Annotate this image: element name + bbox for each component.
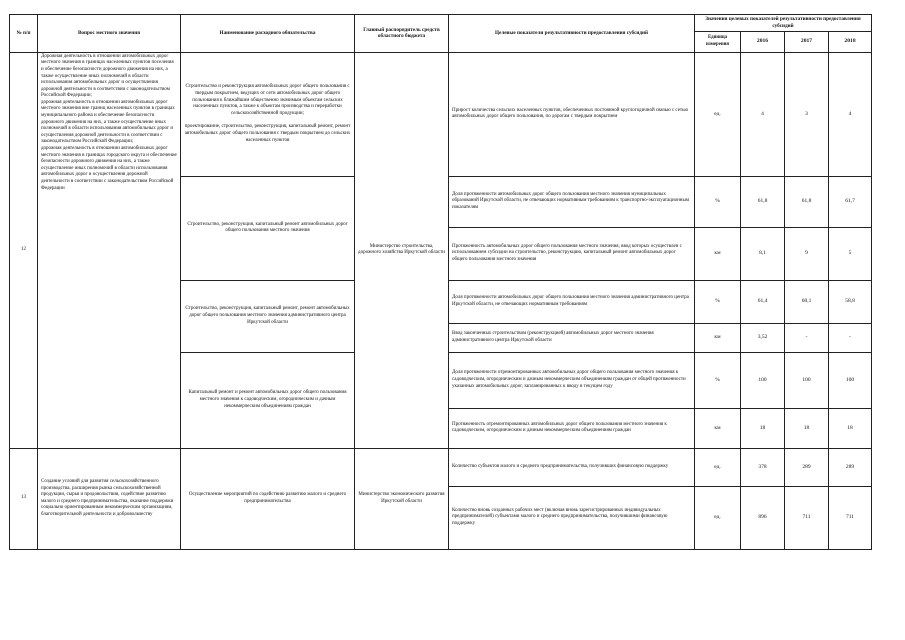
value-2017-cell: 60,1: [785, 280, 829, 323]
manager-12: Министерство строительства, дорожного хозяйства Иркутской области: [355, 52, 449, 448]
value-2017-cell: 18: [785, 408, 829, 448]
question-13: Создание условий для развития сельскохозяйственного производства, расширения рынка сельскохозяйственной продукции, сырья и продовольствия, содействие развитию малого и среднего предпринимательства, оказание поддержки социально ориентированным некоммерческим организациям, благотворительной деятельности и добровольчеству: [38, 448, 181, 549]
table-row: [10, 448, 872, 486]
expense-12-1: [181, 52, 355, 176]
value-2016-cell: 896: [741, 486, 785, 549]
unit-cell: %: [695, 176, 741, 227]
indicator-cell: Прирост количества сельских населенных пунктов, обеспеченных постоянной круглогодичной связью с сетью автомобильных дорог общего пользования, по дорогам с твердым покрытием: [449, 52, 695, 176]
value-2018-cell: 18: [829, 408, 872, 448]
value-2018-cell: 4: [829, 52, 872, 176]
unit-cell: ед.: [695, 52, 741, 176]
table-row: [10, 52, 872, 176]
value-2016-cell: 3,52: [741, 323, 785, 352]
header-row: [10, 15, 872, 32]
value-2018-cell: 61,7: [829, 176, 872, 227]
unit-cell: км: [695, 323, 741, 352]
value-2016-cell: 61,4: [741, 280, 785, 323]
unit-cell: ед.: [695, 448, 741, 486]
header-values: Значения целевых показателей результативности предоставления субсидий: [695, 15, 872, 32]
unit-cell: %: [695, 352, 741, 408]
unit-cell: %: [695, 280, 741, 323]
row-num-12: 12: [10, 52, 38, 448]
question-12-part-1: Дорожная деятельность в отношении автомобильных дорог местного значения в границах населенных пунктов поселения и обеспечение безопасности дорожного движения на них, а также осуществление иных полномочий в области использования автомобильных дорог и осуществления дорожной деятельности в соответствии с законодательством Российской Федерации;: [41, 53, 174, 99]
row-num-13: 13: [10, 448, 38, 549]
unit-cell: км: [695, 408, 741, 448]
expense-12-1a: Строительство и реконструкция автомобильных дорог общего пользования с твердым покрытием, ведущих от сети автомобильных дорог общего пользования к ближайшим общественно значимым объектам сельских населенных пунктов, а также к объектам производства и переработки сельскохозяйственной продукции;: [185, 84, 350, 116]
header-unit: Единица измерения: [695, 31, 741, 52]
value-2016-cell: 100: [741, 352, 785, 408]
header-year-2016: 2016: [741, 31, 785, 52]
value-2018-cell: 100: [829, 352, 872, 408]
indicator-cell: Доля протяженности отремонтированных автомобильных дорог общего пользования местного значения к садоводческим, огородническим и дачным некоммерческим объединениям граждан от общей протяженности указанных автомобильных дорог, запланированных к вводу в текущем году: [449, 352, 695, 408]
value-2017-cell: 3: [785, 52, 829, 176]
value-2018-cell: -: [829, 323, 872, 352]
indicator-cell: Доля протяженности автомобильных дорог общего пользования местного значения муниципальных образований Иркутской области, не отвечающих нормативным требованиям к транспортно-эксплуатационным показателям: [449, 176, 695, 227]
header-question: Вопрос местного значения: [38, 15, 181, 53]
value-2018-cell: 711: [829, 486, 872, 549]
value-2017-cell: 61,8: [785, 176, 829, 227]
expense-12-1b: проектирование, строительство, реконструкция, капитальный ремонт, ремонт автомобильных дорог общего пользования с твердым покрытием до сельских населенных пунктов: [184, 124, 351, 143]
expense-12-3: Строительство, реконструкция, капитальный ремонт, ремонт автомобильных дорог общего пользования местного значения административного центра Иркутской области: [181, 280, 355, 352]
value-2017-cell: 9: [785, 227, 829, 280]
expense-12-2: Строительство, реконструкция, капитальный ремонт автомобильных дорог общего пользования местного значения: [181, 176, 355, 280]
indicator-cell: Протяженность автомобильных дорог общего пользования местного значения, ввод которых осуществлен с использованием субсидии на строительство, реконструкцию, капитальный ремонт автомобильных дорог общего пользования местного значения: [449, 227, 695, 280]
value-2017-cell: 289: [785, 448, 829, 486]
indicator-cell: Количество субъектов малого и среднего предпринимательства, получивших финансовую поддержку: [449, 448, 695, 486]
manager-13: Министерство экономического развития Иркутской области: [355, 448, 449, 549]
indicator-cell: Количество вновь созданных рабочих мест (включая вновь зарегистрированных индивидуальных предпринимателей) субъектами малого и среднего предпринимательства, получившими финансовую поддержку: [449, 486, 695, 549]
value-2016-cell: 8,1: [741, 227, 785, 280]
header-year-2018: 2018: [829, 31, 872, 52]
question-12-part-2: дорожная деятельность в отношении автомобильных дорог местного значения вне границ населенных пунктов в границах муниципального района и обеспечение безопасности дорожного движения на них, а также осуществление иных полномочий в области использования автомобильных дорог и осуществления дорожной деятельности в соответствии с законодательством Российской Федерации;: [41, 99, 175, 145]
indicator-cell: Доля протяженности автомобильных дорог общего пользования местного значения административного центра Иркутской области, не отвечающих нормативным требованиям: [449, 280, 695, 323]
subsidy-indicators-table: [9, 14, 872, 550]
expense-12-4: Капитальный ремонт и ремонт автомобильных дорог общего пользования местного значения к садоводческим, огородническим и дачным некоммерческим объединениям граждан: [181, 352, 355, 448]
indicator-cell: Протяженность отремонтированных автомобильных дорог общего пользования местного значения к садоводческим, огородническим и дачным некоммерческим объединениям граждан: [449, 408, 695, 448]
header-num: № п/п: [10, 15, 38, 53]
expense-13: Осуществление мероприятий по содействию развитию малого и среднего предпринимательства: [181, 448, 355, 549]
indicator-cell: Ввод законченных строительством (реконструкцией) автомобильных дорог местного значения административного центра Иркутской области: [449, 323, 695, 352]
value-2018-cell: 5: [829, 227, 872, 280]
header-year-2017: 2017: [785, 31, 829, 52]
unit-cell: км: [695, 227, 741, 280]
value-2017-cell: 711: [785, 486, 829, 549]
header-expense: Наименование расходного обязательства: [181, 15, 355, 53]
value-2017-cell: -: [785, 323, 829, 352]
value-2016-cell: 4: [741, 52, 785, 176]
value-2016-cell: 61,8: [741, 176, 785, 227]
question-12: [38, 52, 181, 448]
value-2018-cell: 289: [829, 448, 872, 486]
header-manager: Главный распорядитель средств областного бюджета: [355, 15, 449, 53]
value-2017-cell: 100: [785, 352, 829, 408]
value-2016-cell: 18: [741, 408, 785, 448]
header-indicators: Целевые показатели результативности предоставления субсидий: [449, 15, 695, 53]
unit-cell: ед.: [695, 486, 741, 549]
value-2018-cell: 58,8: [829, 280, 872, 323]
question-12-part-3: дорожная деятельность в отношении автомобильных дорог местного значения в границах городского округа и обеспечение безопасности дорожного движения на них, а также осуществление иных полномочий в области использования автомобильных дорог и осуществления дорожной деятельности в соответствии с законодательством Российской Федерации: [41, 146, 177, 191]
value-2016-cell: 378: [741, 448, 785, 486]
